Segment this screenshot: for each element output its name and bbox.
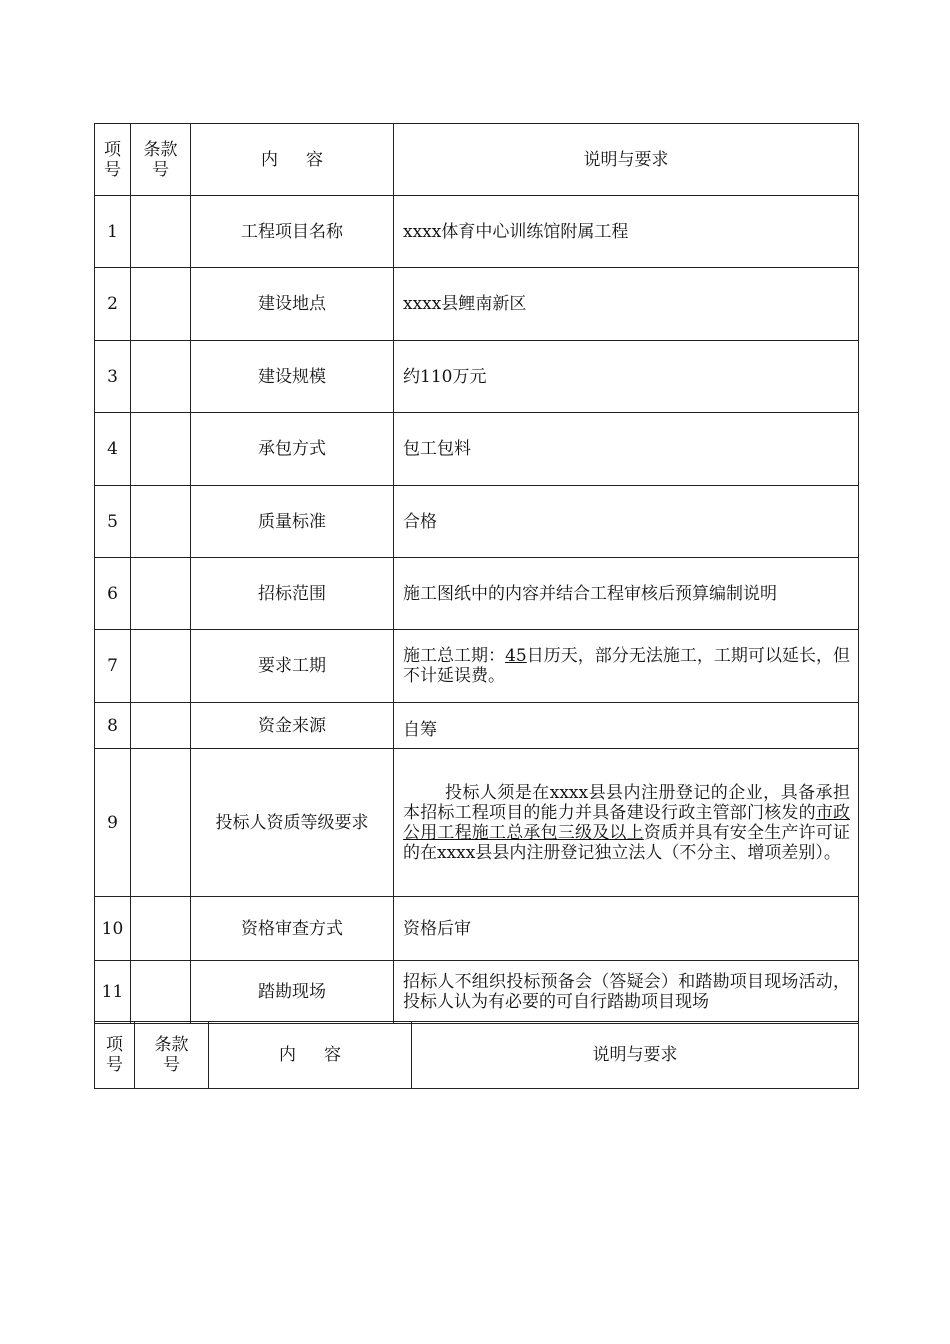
row-description: 投标人须是在xxxx县县内注册登记的企业，具备承担本招标工程项目的能力并具备建设行政主管部门核发的市政公用工程施工总承包三级及以上资质并具有安全生产许可证的在xxxx县县内注册登记独立法人（不分主、增项差别）。 <box>394 749 859 897</box>
table-row <box>95 961 859 1024</box>
row-description: 施工总工期：45日历天，部分无法施工，工期可以延长，但不计延误费。 <box>394 630 859 703</box>
row-number: 7 <box>95 630 131 703</box>
row-description: 包工包料 <box>394 413 859 486</box>
table-row <box>95 558 859 630</box>
row-description: 自筹 <box>394 703 859 749</box>
header-clause-number: 条款 号 <box>135 1022 209 1089</box>
header-content: 内 容 <box>209 1022 412 1089</box>
table-row <box>95 703 859 749</box>
row-number: 3 <box>95 341 131 413</box>
row-clause <box>131 630 191 703</box>
repeated-header-table <box>94 1021 859 1089</box>
row-clause <box>131 268 191 341</box>
table-row <box>95 486 859 558</box>
table-row <box>95 413 859 486</box>
header-item-number: 项 号 <box>95 124 131 196</box>
row-content: 资格审查方式 <box>191 897 394 961</box>
row-content: 质量标准 <box>191 486 394 558</box>
row-clause <box>131 558 191 630</box>
header-item-number: 项 号 <box>95 1022 135 1089</box>
row-description: 招标人不组织投标预备会（答疑会）和踏勘项目现场活动，投标人认为有必要的可自行踏勘项目现场 <box>394 961 859 1024</box>
row-clause <box>131 196 191 268</box>
row-content: 资金来源 <box>191 703 394 749</box>
table-row <box>95 630 859 703</box>
row-description: 施工图纸中的内容并结合工程审核后预算编制说明 <box>394 558 859 630</box>
row-number: 11 <box>95 961 131 1024</box>
row-clause <box>131 703 191 749</box>
table-row <box>95 268 859 341</box>
row-content: 工程项目名称 <box>191 196 394 268</box>
row-clause <box>131 341 191 413</box>
table-row <box>95 749 859 897</box>
row-number: 5 <box>95 486 131 558</box>
header-description: 说明与要求 <box>412 1022 859 1089</box>
table-row <box>95 341 859 413</box>
row-description: 资格后审 <box>394 897 859 961</box>
row-description: 约110万元 <box>394 341 859 413</box>
row-description: xxxx体育中心训练馆附属工程 <box>394 196 859 268</box>
row-content: 投标人资质等级要求 <box>191 749 394 897</box>
header-description: 说明与要求 <box>394 124 859 196</box>
row-number: 10 <box>95 897 131 961</box>
row-content: 要求工期 <box>191 630 394 703</box>
header-content: 内 容 <box>191 124 394 196</box>
row-number: 6 <box>95 558 131 630</box>
row-number: 2 <box>95 268 131 341</box>
row-clause <box>131 961 191 1024</box>
header-clause-number: 条款 号 <box>131 124 191 196</box>
table-row <box>95 196 859 268</box>
row-number: 4 <box>95 413 131 486</box>
row-content: 建设规模 <box>191 341 394 413</box>
row-description: xxxx县鲤南新区 <box>394 268 859 341</box>
row-content: 承包方式 <box>191 413 394 486</box>
row-content: 建设地点 <box>191 268 394 341</box>
row-description: 合格 <box>394 486 859 558</box>
row-content: 招标范围 <box>191 558 394 630</box>
row-number: 1 <box>95 196 131 268</box>
qualification-underlined: 市政公用工程施工总承包三级及以上 <box>403 802 851 843</box>
table-row <box>95 897 859 961</box>
bid-info-table <box>94 123 859 1024</box>
row-number: 8 <box>95 703 131 749</box>
row-clause <box>131 897 191 961</box>
row-clause <box>131 486 191 558</box>
row-clause <box>131 413 191 486</box>
row-clause <box>131 749 191 897</box>
row-content: 踏勘现场 <box>191 961 394 1024</box>
table-header-row <box>95 1022 859 1089</box>
table-header-row <box>95 124 859 196</box>
row-number: 9 <box>95 749 131 897</box>
duration-days-underlined: 45 <box>505 646 527 666</box>
